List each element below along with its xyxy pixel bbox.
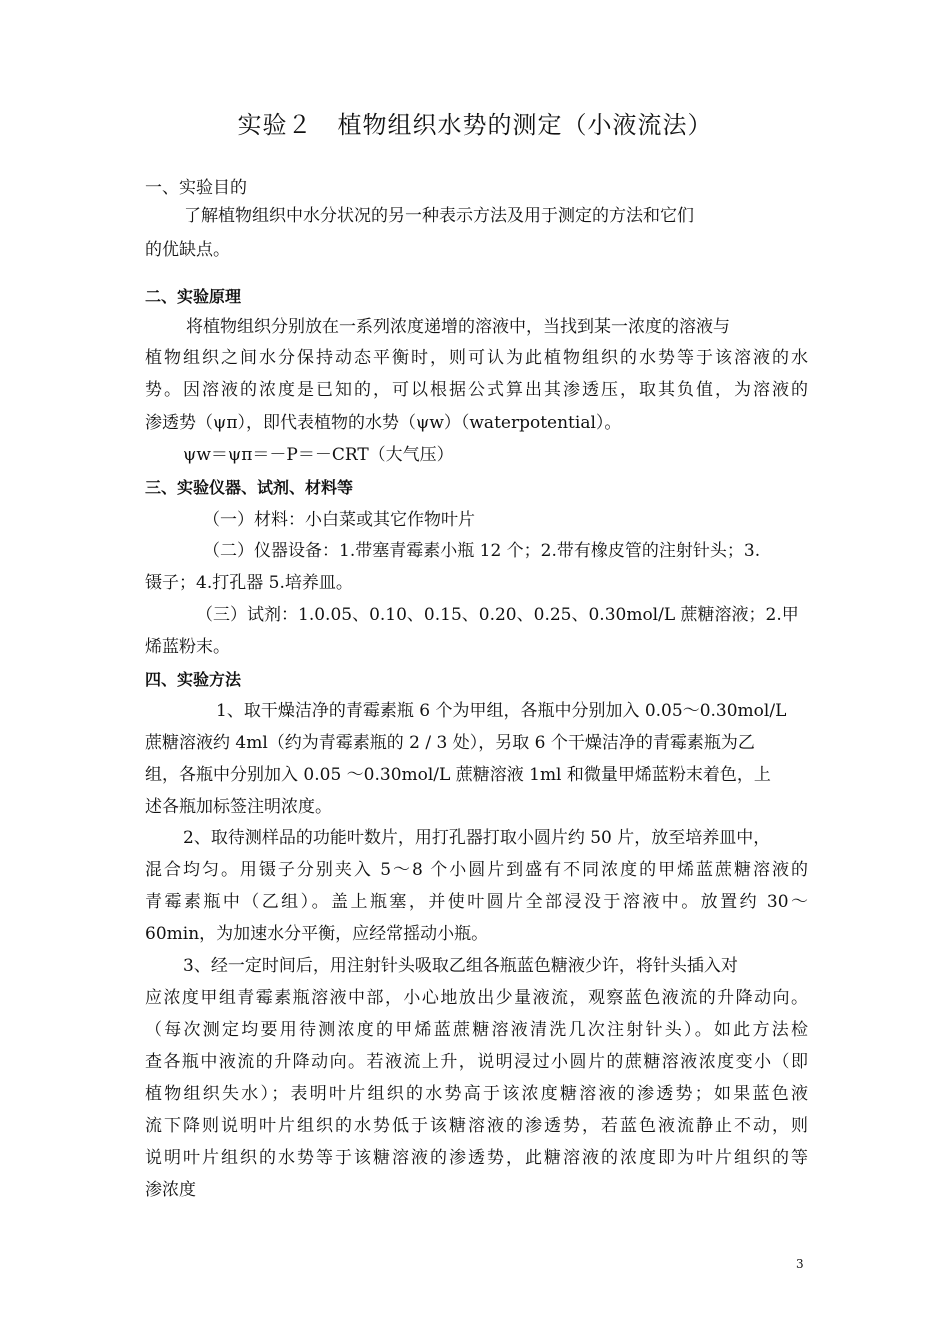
page-number: 3 (796, 1257, 804, 1271)
paragraph-line: 青霉素瓶中（乙组）。盖上瓶塞，并使叶圆片全部浸没于溶液中。放置约 30～ (145, 892, 808, 912)
paragraph-line: 流下降则说明叶片组织的水势低于该糖溶液的渗透势，若蓝色液流静止不动，则 (145, 1116, 808, 1136)
paragraph-line: 了解植物组织中水分状况的另一种表示方法及用于测定的方法和它们 (184, 206, 694, 226)
paragraph-line: 渗透势（ψπ），即代表植物的水势（ψw）（waterpotential）。 (145, 413, 622, 433)
paragraph-line: 将植物组织分别放在一系列浓度递增的溶液中，当找到某一浓度的溶液与 (186, 317, 730, 337)
paragraph-line: 植物组织失水）；表明叶片组织的水势高于该浓度糖溶液的渗透势；如果蓝色液 (145, 1084, 808, 1104)
paragraph-line: 蔗糖溶液约 4ml（约为青霉素瓶的 2 / 3 处），另取 6 个干燥洁净的青霉素瓶为乙 (145, 733, 755, 753)
list-item-materials: （一）材料：小白菜或其它作物叶片 (203, 510, 475, 530)
paragraph-line: 说明叶片组织的水势等于该糖溶液的渗透势，此糖溶液的浓度即为叶片组织的等 (145, 1148, 808, 1168)
paragraph-line: 1、取干燥洁净的青霉素瓶 6 个为甲组，各瓶中分别加入 0.05～0.30mol/L (216, 701, 787, 721)
page-title: 实验２ 植物组织水势的测定（小液流法） (237, 111, 713, 139)
section-heading-principle: 二、实验原理 (145, 287, 242, 306)
section-heading-purpose: 一、实验目的 (145, 178, 247, 198)
paragraph-line: 渗浓度 (145, 1180, 196, 1200)
paragraph-line: （每次测定均要用待测浓度的甲烯蓝蔗糖溶液清洗几次注射针头）。如此方法检 (145, 1020, 808, 1040)
paragraph-line: 60min，为加速水分平衡，应经常摇动小瓶。 (145, 924, 489, 944)
formula: ψw＝ψπ＝－P＝－CRT（大气压） (183, 445, 454, 465)
paragraph-line: 应浓度甲组青霉素瓶溶液中部，小心地放出少量液流，观察蓝色液流的升降动向。 (145, 988, 808, 1008)
list-item-equipment: （二）仪器设备：1.带塞青霉素小瓶 12 个；2.带有橡皮管的注射针头；3. (203, 541, 761, 561)
paragraph-line: 3、经一定时间后，用注射针头吸取乙组各瓶蓝色糖液少许，将针头插入对 (183, 956, 738, 976)
paragraph-line: 混合均匀。用镊子分别夹入 5～8 个小圆片到盛有不同浓度的甲烯蓝蔗糖溶液的 (145, 860, 808, 880)
paragraph-line: 的优缺点。 (145, 240, 230, 260)
list-item-reagents-cont: 烯蓝粉末。 (145, 637, 230, 657)
paragraph-line: 势。因溶液的浓度是已知的，可以根据公式算出其渗透压，取其负值，为溶液的 (145, 380, 808, 400)
section-heading-method: 四、实验方法 (145, 670, 242, 689)
section-heading-equipment: 三、实验仪器、试剂、材料等 (145, 478, 354, 497)
paragraph-line: 述各瓶加标签注明浓度。 (145, 797, 332, 817)
paragraph-line: 2、取待测样品的功能叶数片，用打孔器打取小圆片约 50 片，放至培养皿中， (183, 828, 771, 848)
paragraph-line: 查各瓶中液流的升降动向。若液流上升，说明浸过小圆片的蔗糖溶液浓度变小（即 (145, 1052, 808, 1072)
list-item-equipment-cont: 镊子；4.打孔器 5.培养皿。 (145, 573, 353, 593)
paragraph-line: 植物组织之间水分保持动态平衡时，则可认为此植物组织的水势等于该溶液的水 (145, 348, 808, 368)
paragraph-line: 组，各瓶中分别加入 0.05 ～0.30mol/L 蔗糖溶液 1ml 和微量甲烯蓝粉末着色，上 (145, 765, 771, 785)
list-item-reagents: （三）试剂：1.0.05、0.10、0.15、0.20、0.25、0.30mol/L 蔗糖溶液；2.甲 (196, 605, 799, 625)
